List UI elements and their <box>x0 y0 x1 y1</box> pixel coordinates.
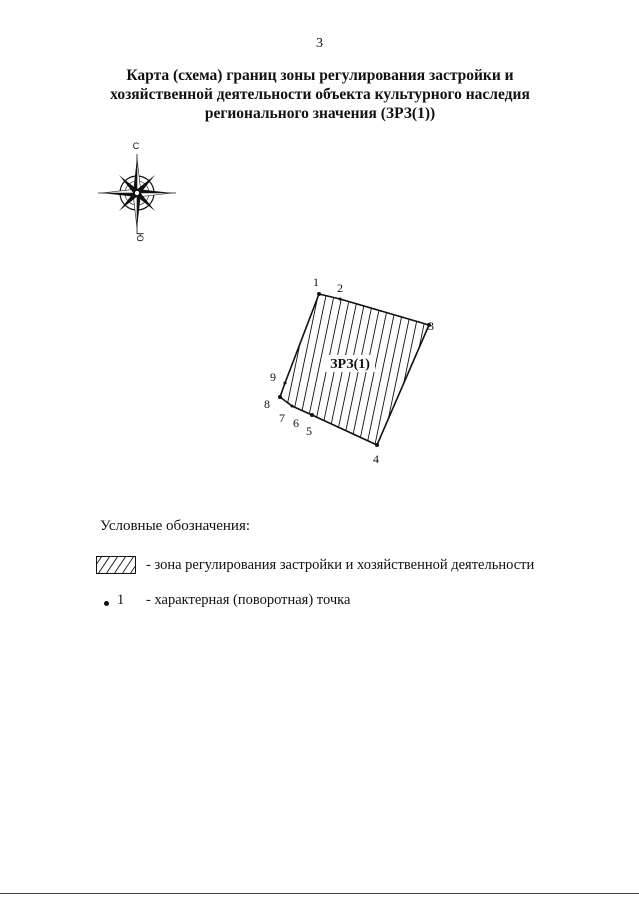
map-point <box>310 413 314 417</box>
hatch-swatch-icon <box>96 556 136 574</box>
point-label-2: 2 <box>337 281 343 295</box>
point-sample <box>96 592 136 609</box>
legend-item-point <box>96 592 350 609</box>
compass-north-label: С <box>132 141 140 151</box>
map-point <box>375 443 379 447</box>
point-label-1: 1 <box>313 275 319 289</box>
zone-label: ЗРЗ(1) <box>330 357 370 372</box>
map-point <box>284 382 287 385</box>
title-line-1: Карта (схема) границ зоны регулирования застройки и <box>126 67 514 84</box>
legend-item-zone <box>96 556 534 574</box>
page-number: 3 <box>316 36 323 51</box>
compass-south-label: Ю <box>135 232 145 242</box>
point-label-4: 4 <box>373 452 379 466</box>
point-label-7: 7 <box>279 411 285 425</box>
title-line-2: хозяйственной деятельности объекта культурного наследия <box>110 86 530 103</box>
zone-map <box>230 262 450 482</box>
legend-point-text: - характерная (поворотная) точка <box>146 592 351 608</box>
point-label-6: 6 <box>293 416 299 430</box>
map-point <box>278 395 282 399</box>
compass-rose-icon <box>92 138 182 248</box>
point-label-3: 3 <box>428 319 434 333</box>
point-label-9: 9 <box>270 370 276 384</box>
map-point <box>317 292 321 296</box>
point-sample-label: 1 <box>117 592 125 608</box>
point-label-8: 8 <box>264 397 270 411</box>
bottom-rule <box>0 893 639 894</box>
map-point <box>339 298 342 301</box>
point-dot-icon <box>104 601 109 606</box>
legend-heading: Условные обозначения: <box>100 518 251 534</box>
page-title <box>60 66 580 123</box>
point-label-5: 5 <box>306 424 312 438</box>
legend-zone-text: - зона регулирования застройки и хозяйственной деятельности <box>146 556 535 573</box>
title-line-3: регионального значения (ЗРЗ(1)) <box>204 105 436 122</box>
map-point <box>291 405 294 408</box>
